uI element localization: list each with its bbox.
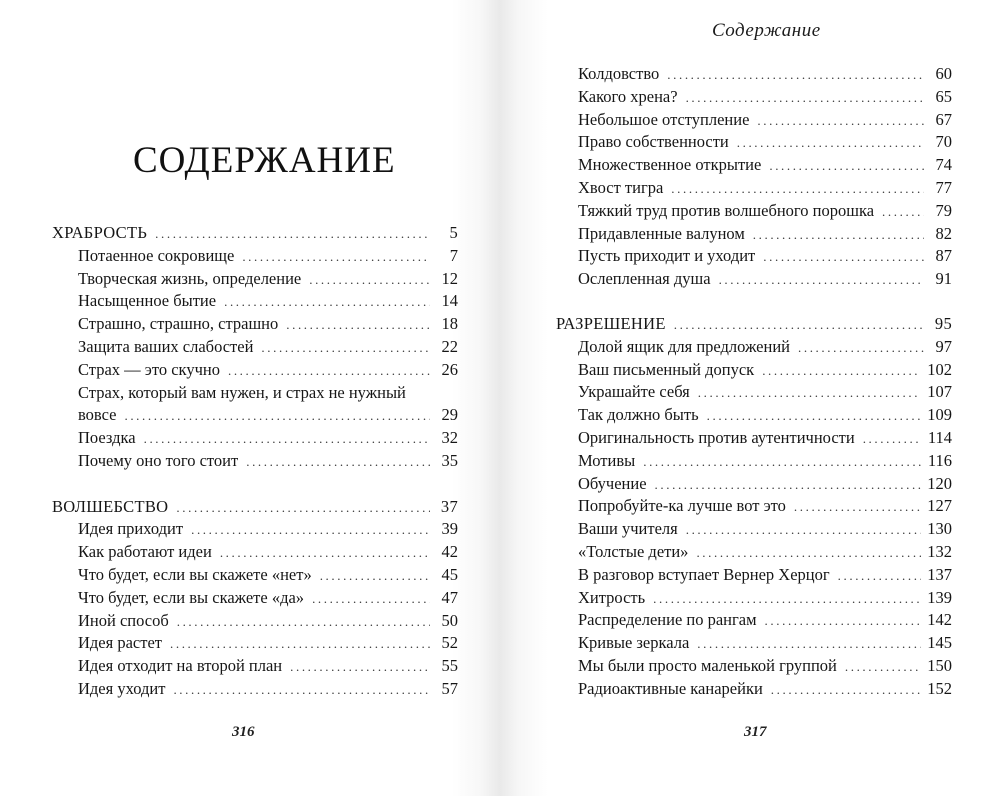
toc-entry-title: Украшайте себя [578, 382, 690, 402]
dot-leader [144, 428, 430, 451]
toc-entry-title-continued: вовсе [78, 405, 117, 425]
page-number-left: 316 [232, 724, 255, 740]
toc-entry[interactable] [556, 632, 952, 655]
toc-entry[interactable] [52, 678, 458, 701]
toc-entry-title: Иной способ [78, 610, 169, 630]
dot-leader [191, 519, 430, 542]
toc-entry-title: «Толстые дети» [578, 541, 689, 561]
toc-page-number: 18 [441, 314, 458, 334]
toc-entry-title: Хвост тигра [578, 177, 664, 197]
dot-leader [798, 337, 924, 360]
toc-page-number: 22 [441, 336, 458, 356]
toc-entry-title: Небольшое отступление [578, 109, 750, 129]
toc-entry[interactable] [556, 154, 952, 177]
toc-page-number: 87 [935, 246, 952, 266]
toc-entry-title: Пусть приходит и уходит [578, 246, 756, 266]
toc-page-number: 60 [935, 64, 952, 83]
toc-entry-title: Ваши учителя [578, 519, 678, 539]
toc-entry[interactable] [52, 359, 458, 382]
dot-leader [320, 565, 430, 588]
toc-entry[interactable] [556, 473, 952, 496]
toc-page-number: 14 [441, 291, 458, 311]
toc-entry[interactable] [556, 541, 952, 564]
dot-leader [686, 519, 922, 542]
toc-entry[interactable] [52, 564, 458, 587]
toc-entry-title: Мы были просто маленькой группой [578, 655, 837, 675]
toc-page-number: 97 [935, 336, 952, 356]
toc-entry[interactable] [556, 177, 952, 200]
toc-page-number: 132 [927, 541, 952, 561]
toc-section-title: ВОЛШЕБСТВО [52, 496, 169, 516]
toc-entry-title: Так должно быть [578, 405, 699, 425]
toc-entry-title: Оригинальность против аутентичности [578, 427, 855, 447]
dot-leader [794, 496, 921, 519]
dot-leader [155, 223, 430, 246]
toc-page-number: 91 [935, 269, 952, 289]
toc-entry[interactable] [52, 518, 458, 541]
dot-leader [643, 451, 922, 474]
toc-entry[interactable] [556, 655, 952, 678]
dot-leader [224, 291, 430, 314]
dot-leader [737, 132, 924, 155]
dot-leader [762, 360, 921, 383]
toc-page-number: 47 [441, 587, 458, 607]
toc-entry-title: Что будет, если вы скажете «нет» [78, 564, 312, 584]
toc-page-number: 127 [927, 496, 952, 516]
toc-entry[interactable] [556, 359, 952, 382]
toc-entry[interactable] [52, 290, 458, 313]
dot-leader [719, 269, 924, 292]
dot-leader [655, 474, 922, 497]
dot-leader [753, 224, 924, 247]
dot-leader [290, 656, 430, 679]
toc-entry[interactable] [556, 564, 952, 587]
toc-page-number: 139 [927, 587, 952, 607]
toc-entry[interactable] [52, 427, 458, 450]
toc-section[interactable] [556, 313, 952, 336]
toc-page-number: 65 [935, 86, 952, 106]
toc-entry-title: Как работают идеи [78, 542, 212, 562]
toc-entry[interactable] [556, 131, 952, 154]
toc-entry-title: Колдовство [578, 64, 660, 83]
toc-entry-title: Защита ваших слабостей [78, 336, 254, 356]
toc-entry[interactable] [52, 655, 458, 678]
dot-leader [228, 360, 430, 383]
toc-entry-title: Право собственности [578, 132, 729, 152]
dot-leader [177, 611, 430, 634]
dot-leader [667, 64, 924, 87]
toc-entry-title: Мотивы [578, 450, 636, 470]
toc-entry[interactable] [556, 381, 952, 404]
toc-page-number: 55 [441, 656, 458, 676]
dot-leader [757, 110, 924, 133]
toc-entry-title: Ослепленная душа [578, 269, 711, 289]
toc-page-number: 29 [441, 405, 458, 425]
dot-leader [765, 610, 922, 633]
toc-entry[interactable] [556, 109, 952, 132]
toc-page-number: 39 [441, 519, 458, 539]
dot-leader [176, 497, 430, 520]
toc-page-number: 12 [441, 268, 458, 288]
toc-entry-title: Потаенное сокровище [78, 245, 235, 265]
toc-section[interactable] [52, 222, 458, 245]
toc-page-number: 102 [927, 359, 952, 379]
toc-entry[interactable] [556, 609, 952, 632]
dot-leader [696, 542, 921, 565]
toc-right-section [556, 313, 952, 701]
toc-page-number: 70 [935, 132, 952, 152]
toc-entry-title: Поездка [78, 428, 136, 448]
toc-page-number: 137 [927, 564, 952, 584]
dot-leader [312, 588, 430, 611]
dot-leader [863, 428, 922, 451]
dot-leader [845, 656, 921, 679]
dot-leader [697, 633, 921, 656]
toc-entry[interactable] [52, 268, 458, 291]
dot-leader [686, 87, 924, 110]
toc-section-title: РАЗРЕШЕНИЕ [556, 314, 666, 333]
toc-entry-title: Попробуйте-ка лучше вот это [578, 496, 786, 516]
toc-entry-title: Множественное открытие [578, 155, 762, 175]
toc-entry[interactable] [556, 268, 952, 291]
toc-entry[interactable] [52, 336, 458, 359]
toc-right-continued [556, 63, 952, 291]
toc-page-number: 74 [935, 155, 952, 175]
dot-leader [763, 246, 924, 269]
toc-page-number: 35 [441, 450, 458, 470]
dot-leader [261, 337, 430, 360]
toc-entry[interactable] [556, 427, 952, 450]
dot-leader [653, 588, 921, 611]
toc-entry-title: Что будет, если вы скажете «да» [78, 587, 305, 607]
toc-entry-title: Идея приходит [78, 519, 184, 539]
toc-entry-title: Творческая жизнь, определение [78, 268, 302, 288]
toc-page-number: 145 [927, 633, 952, 653]
toc-entry[interactable] [556, 63, 952, 86]
toc-page-number: 26 [441, 359, 458, 379]
dot-leader [671, 178, 924, 201]
dot-leader [124, 405, 430, 428]
toc-page-number: 95 [934, 314, 952, 333]
toc-page-number: 5 [449, 223, 458, 242]
toc-entry[interactable] [556, 404, 952, 427]
toc-page-number: 37 [440, 496, 458, 516]
toc-page-number: 114 [927, 427, 952, 447]
running-head: Содержание [712, 20, 821, 41]
toc-entry-title: Придавленные валуном [578, 223, 745, 243]
toc-page-number: 67 [935, 109, 952, 129]
toc-entry-title: Обучение [578, 473, 647, 493]
toc-entry-title: Какого хрена? [578, 86, 678, 106]
toc-page-number: 57 [441, 678, 458, 698]
toc-entry[interactable] [52, 404, 458, 427]
toc-entry-title: Страшно, страшно, страшно [78, 314, 279, 334]
section-gap [52, 473, 458, 496]
dot-leader [309, 269, 430, 292]
dot-leader [674, 314, 924, 337]
dot-leader [769, 155, 924, 178]
toc-entry-first-line[interactable] [52, 382, 458, 405]
toc-entry-title: Тяжкий труд против волшебного порошка [578, 200, 875, 220]
dot-leader [286, 314, 430, 337]
toc-entry-title: Идея уходит [78, 678, 166, 698]
toc-page-number: 152 [927, 678, 952, 698]
dot-leader [698, 382, 921, 405]
toc-entry-title: Идея растет [78, 633, 162, 653]
toc-entry[interactable] [556, 336, 952, 359]
toc-entry-title: Страх — это скучно [78, 359, 220, 379]
toc-entry-title: Кривые зеркала [578, 633, 690, 653]
toc-entry[interactable] [556, 450, 952, 473]
toc-entry-title: Идея отходит на второй план [78, 656, 283, 676]
toc-entry[interactable] [52, 541, 458, 564]
toc-entry[interactable] [556, 587, 952, 610]
dot-leader [838, 565, 922, 588]
toc-entry[interactable] [556, 223, 952, 246]
toc-entry-title: Радиоактивные канарейки [578, 678, 763, 698]
dot-leader [246, 451, 430, 474]
toc-page-number: 150 [927, 655, 952, 675]
toc-page-number: 107 [927, 382, 952, 402]
toc-entry[interactable] [52, 610, 458, 633]
toc-entry-title: Распределение по рангам [578, 610, 757, 630]
dot-leader [170, 633, 430, 656]
toc-entry-title: Ваш письменный допуск [578, 359, 755, 379]
page-number-right: 317 [744, 724, 767, 740]
toc-page-number: 130 [927, 519, 952, 539]
toc-section-title: ХРАБРОСТЬ [52, 223, 148, 242]
dot-leader [242, 246, 430, 269]
toc-page-number: 142 [927, 610, 952, 630]
book-gutter [452, 0, 548, 796]
toc-entry-title: Почему оно того стоит [78, 450, 239, 470]
toc-page-number: 7 [449, 245, 458, 265]
toc-page-number: 79 [935, 200, 952, 220]
toc-entry[interactable] [52, 450, 458, 473]
toc-page-number: 45 [441, 564, 458, 584]
toc-entry[interactable] [556, 86, 952, 109]
toc-entry-title: Страх, который вам нужен, и страх не нужный [78, 382, 406, 402]
toc-entry-title: Насыщенное бытие [78, 291, 217, 311]
toc-page-number: 52 [441, 633, 458, 653]
toc-page-number: 42 [441, 542, 458, 562]
toc-page-number: 116 [927, 450, 952, 470]
toc-entry[interactable] [556, 678, 952, 701]
toc-page-number: 120 [927, 473, 952, 493]
toc-entry-title: Долой ящик для предложений [578, 336, 790, 356]
dot-leader [707, 405, 922, 428]
dot-leader [771, 679, 921, 702]
toc-section[interactable] [52, 496, 458, 519]
toc-entry-title: Хитрость [578, 587, 646, 607]
toc-page-number: 77 [935, 177, 952, 197]
toc-entry[interactable] [556, 495, 952, 518]
toc-entry[interactable] [556, 200, 952, 223]
toc-entry[interactable] [52, 632, 458, 655]
dot-leader [173, 679, 430, 702]
dot-leader [882, 201, 924, 224]
toc-entry[interactable] [52, 313, 458, 336]
toc-entry[interactable] [52, 245, 458, 268]
toc-page-number: 82 [935, 223, 952, 243]
toc-page-number: 32 [441, 428, 458, 448]
toc-entry[interactable] [556, 518, 952, 541]
page-title: СОДЕРЖАНИЕ [133, 140, 396, 181]
dot-leader [220, 542, 430, 565]
toc-page-number: 50 [441, 610, 458, 630]
toc-entry[interactable] [556, 245, 952, 268]
toc-entry[interactable] [52, 587, 458, 610]
toc-page-number: 109 [927, 405, 952, 425]
toc-entry-title: В разговор вступает Вернер Херцог [578, 564, 830, 584]
toc-left [52, 222, 458, 701]
